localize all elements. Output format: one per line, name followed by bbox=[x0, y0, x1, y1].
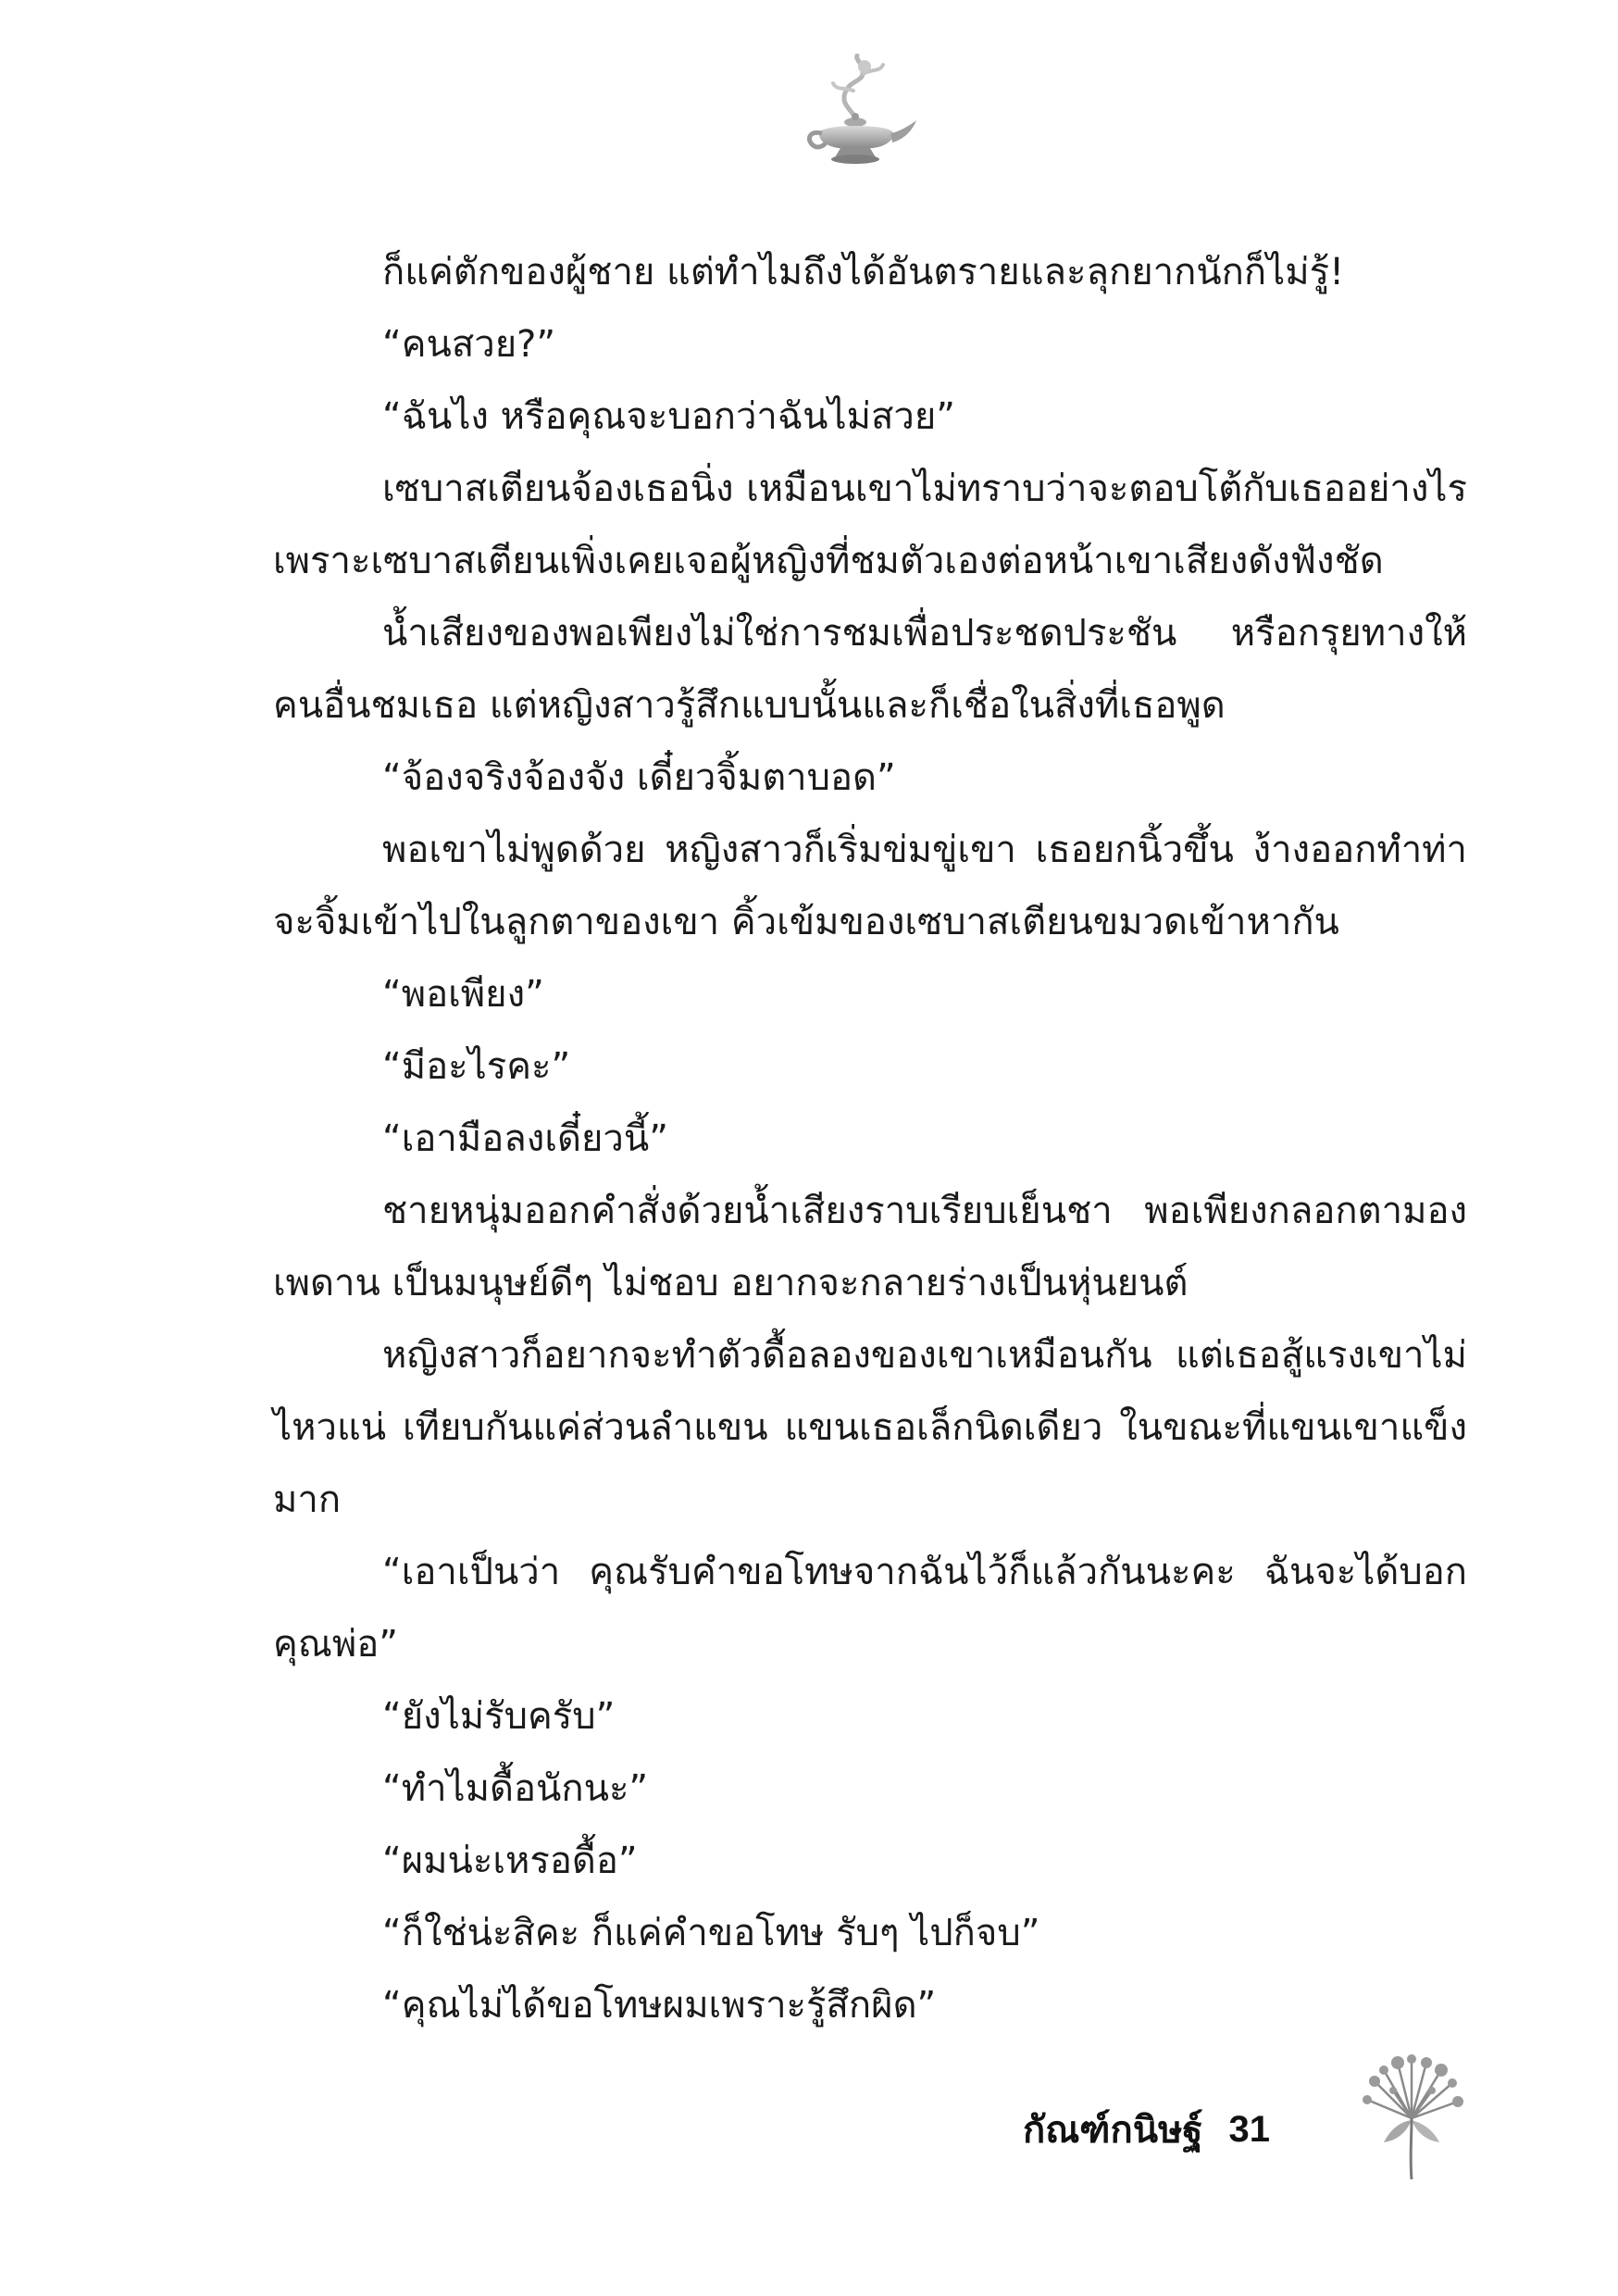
paragraph: “จ้องจริงจ้องจัง เดี๋ยวจิ้มตาบอด” bbox=[382, 756, 896, 799]
page-number: 31 bbox=[1228, 2108, 1270, 2150]
paragraph: “เอามือลงเดี๋ยวนี้” bbox=[382, 1117, 668, 1160]
paragraph: “ผมน่ะเหรอดื้อ” bbox=[382, 1840, 638, 1882]
book-title: กัณฑ์กนิษฐ์ bbox=[1022, 2109, 1203, 2152]
paragraph: เซบาสเตียนจ้องเธอนิ่ง เหมือนเขาไม่ทราบว่าจะตอบโต้กับเธออย่างไร เพราะเซบาสเตียนเพิ่งเคยเจอผู้หญิงที่ชมตัวเองต่อหน้าเขาเสียงดังฟังชัด bbox=[273, 468, 1467, 582]
paragraph: “ก็ใช่น่ะสิคะ ก็แค่คำขอโทษ รับๆ ไปก็จบ” bbox=[382, 1912, 1040, 1954]
paragraph: “ทำไมดื้อนักนะ” bbox=[382, 1767, 649, 1810]
paragraph: “ฉันไง หรือคุณจะบอกว่าฉันไม่สวย” bbox=[382, 395, 956, 438]
paragraph: ก็แค่ตักของผู้ชาย แต่ทำไมถึงได้อันตรายและลุกยากนักก็ไม่รู้! bbox=[382, 251, 1345, 293]
paragraph: ชายหนุ่มออกคำสั่งด้วยน้ำเสียงราบเรียบเย็นชา พอเพียงกลอกตามองเพดาน เป็นมนุษย์ดีๆ ไม่ชอบ อยากจะกลายร่างเป็นหุ่นยนต์ bbox=[273, 1190, 1467, 1304]
paragraph: “ยังไม่รับครับ” bbox=[382, 1695, 616, 1738]
paragraph: “พอเพียง” bbox=[382, 973, 544, 1016]
page-footer bbox=[963, 2092, 1407, 2166]
paragraph: พอเขาไม่พูดด้วย หญิงสาวก็เริ่มข่มขู่เขา เธอยกนิ้วขึ้น ง้างออกทำท่าจะจิ้มเข้าไปในลูกตาของเขา คิ้วเข้มของเซบาสเตียนขมวดเข้าหากัน bbox=[273, 829, 1467, 943]
genie-lamp-icon bbox=[800, 54, 920, 174]
paragraph: “คุณไม่ได้ขอโทษผมเพราะรู้สึกผิด” bbox=[382, 1984, 937, 2027]
paragraph: หญิงสาวก็อยากจะทำตัวดื้อลองของเขาเหมือนกัน แต่เธอสู้แรงเขาไม่ไหวแน่ เทียบกันแค่ส่วนลำแขน แขนเธอเล็กนิดเดียว ในขณะที่แขนเขาแข็งมาก bbox=[273, 1334, 1467, 1521]
flower-icon bbox=[1356, 2053, 1467, 2183]
paragraph: “มีอะไรคะ” bbox=[382, 1045, 571, 1088]
chapter-body bbox=[273, 236, 1467, 2041]
paragraph: น้ำเสียงของพอเพียงไม่ใช่การชมเพื่อประชดประชัน หรือกรุยทางให้คนอื่นชมเธอ แต่หญิงสาวรู้สึกแบบนั้นและก็เชื่อในสิ่งที่เธอพูด bbox=[273, 612, 1467, 727]
paragraph: “คนสวย?” bbox=[382, 323, 556, 366]
paragraph: “เอาเป็นว่า คุณรับคำขอโทษจากฉันไว้ก็แล้วกันนะคะ ฉันจะได้บอกคุณพ่อ” bbox=[273, 1551, 1467, 1666]
